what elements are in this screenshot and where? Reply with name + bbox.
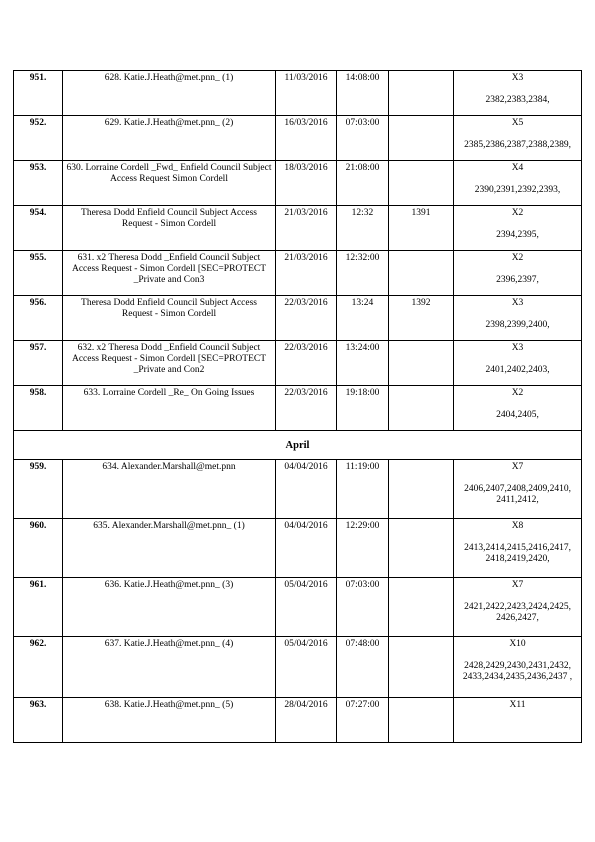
page-list: 2385,2386,2387,2388,2389, bbox=[464, 140, 571, 150]
table-row bbox=[14, 116, 582, 161]
row-date: 04/04/2016 bbox=[276, 519, 337, 578]
row-time: 07:48:00 bbox=[337, 637, 389, 698]
page-count: X7 bbox=[511, 462, 524, 472]
page-list: 2421,2422,2423,2424,2425, 2426,2427, bbox=[464, 602, 571, 623]
row-number: 953. bbox=[14, 161, 63, 206]
table-row bbox=[14, 71, 582, 116]
row-ref bbox=[389, 386, 454, 431]
page-count: X11 bbox=[509, 700, 526, 710]
page-count: X3 bbox=[511, 298, 524, 308]
table-row bbox=[14, 296, 582, 341]
page-list: 2396,2397, bbox=[496, 275, 539, 285]
row-subject: 632. x2 Theresa Dodd _Enfield Council Subject Access Request - Simon Cordell [SEC=PROTECT _Private and Con2 bbox=[63, 341, 276, 386]
row-time: 13:24 bbox=[337, 296, 389, 341]
row-number: 956. bbox=[14, 296, 63, 341]
row-subject: 628. Katie.J.Heath@met.pnn_ (1) bbox=[63, 71, 276, 116]
row-ref bbox=[389, 460, 454, 519]
row-pages-cell bbox=[454, 71, 582, 116]
row-pages-cell bbox=[454, 341, 582, 386]
row-date: 18/03/2016 bbox=[276, 161, 337, 206]
row-date: 05/04/2016 bbox=[276, 637, 337, 698]
row-pages-cell bbox=[454, 698, 582, 743]
row-ref bbox=[389, 71, 454, 116]
row-time: 14:08:00 bbox=[337, 71, 389, 116]
row-pages-cell bbox=[454, 386, 582, 431]
page-list: 2382,2383,2384, bbox=[485, 95, 550, 105]
page-count: X2 bbox=[511, 253, 524, 263]
page-list: 2394,2395, bbox=[496, 230, 539, 240]
row-time: 07:03:00 bbox=[337, 116, 389, 161]
table-row bbox=[14, 578, 582, 637]
page-count: X8 bbox=[511, 521, 524, 531]
row-subject: 630. Lorraine Cordell _Fwd_ Enfield Council Subject Access Request Simon Cordell bbox=[63, 161, 276, 206]
row-subject: 634. Alexander.Marshall@met.pnn bbox=[63, 460, 276, 519]
row-pages-cell bbox=[454, 251, 582, 296]
row-subject: Theresa Dodd Enfield Council Subject Access Request - Simon Cordell bbox=[63, 206, 276, 251]
row-number: 955. bbox=[14, 251, 63, 296]
row-ref bbox=[389, 637, 454, 698]
row-subject: 638. Katie.J.Heath@met.pnn_ (5) bbox=[63, 698, 276, 743]
page-count: X5 bbox=[511, 118, 524, 128]
row-number: 963. bbox=[14, 698, 63, 743]
row-pages-cell bbox=[454, 637, 582, 698]
table-row bbox=[14, 161, 582, 206]
row-date: 21/03/2016 bbox=[276, 251, 337, 296]
month-heading: April bbox=[14, 431, 582, 460]
row-ref bbox=[389, 341, 454, 386]
month-heading-row bbox=[14, 431, 582, 460]
row-number: 962. bbox=[14, 637, 63, 698]
table-row bbox=[14, 460, 582, 519]
row-pages-cell bbox=[454, 578, 582, 637]
row-subject: 635. Alexander.Marshall@met.pnn_ (1) bbox=[63, 519, 276, 578]
row-pages-cell bbox=[454, 161, 582, 206]
table-row bbox=[14, 386, 582, 431]
row-time: 07:03:00 bbox=[337, 578, 389, 637]
page-list: 2406,2407,2408,2409,2410, 2411,2412, bbox=[464, 484, 571, 505]
document-index-table bbox=[13, 70, 582, 743]
row-time: 13:24:00 bbox=[337, 341, 389, 386]
row-ref bbox=[389, 116, 454, 161]
row-date: 28/04/2016 bbox=[276, 698, 337, 743]
row-pages-cell bbox=[454, 519, 582, 578]
row-ref bbox=[389, 161, 454, 206]
page-list: 2413,2414,2415,2416,2417, 2418,2419,2420, bbox=[464, 543, 571, 564]
row-time: 19:18:00 bbox=[337, 386, 389, 431]
row-date: 04/04/2016 bbox=[276, 460, 337, 519]
row-time: 21:08:00 bbox=[337, 161, 389, 206]
row-subject: 637. Katie.J.Heath@met.pnn_ (4) bbox=[63, 637, 276, 698]
page-count: X2 bbox=[511, 208, 524, 218]
row-subject: 633. Lorraine Cordell _Re_ On Going Issues bbox=[63, 386, 276, 431]
row-date: 16/03/2016 bbox=[276, 116, 337, 161]
row-time: 12:32 bbox=[337, 206, 389, 251]
page-list: 2404,2405, bbox=[496, 410, 539, 420]
row-ref bbox=[389, 251, 454, 296]
row-date: 21/03/2016 bbox=[276, 206, 337, 251]
row-pages-cell bbox=[454, 296, 582, 341]
table-row bbox=[14, 341, 582, 386]
row-number: 957. bbox=[14, 341, 63, 386]
row-number: 960. bbox=[14, 519, 63, 578]
page-count: X7 bbox=[511, 580, 524, 590]
row-time: 11:19:00 bbox=[337, 460, 389, 519]
page-list: 2398,2399,2400, bbox=[485, 320, 550, 330]
page-list: 2428,2429,2430,2431,2432, 2433,2434,2435,2436,2437 , bbox=[462, 661, 573, 682]
row-time: 12:32:00 bbox=[337, 251, 389, 296]
row-pages-cell bbox=[454, 206, 582, 251]
row-date: 22/03/2016 bbox=[276, 296, 337, 341]
row-number: 952. bbox=[14, 116, 63, 161]
table-row bbox=[14, 519, 582, 578]
page-list: 2390,2391,2392,2393, bbox=[474, 185, 561, 195]
row-date: 22/03/2016 bbox=[276, 341, 337, 386]
table-row bbox=[14, 206, 582, 251]
row-pages-cell bbox=[454, 116, 582, 161]
row-subject: Theresa Dodd Enfield Council Subject Access Request - Simon Cordell bbox=[63, 296, 276, 341]
row-ref bbox=[389, 698, 454, 743]
row-number: 961. bbox=[14, 578, 63, 637]
row-subject: 631. x2 Theresa Dodd _Enfield Council Subject Access Request - Simon Cordell [SEC=PROTECT _Private and Con3 bbox=[63, 251, 276, 296]
row-ref: 1392 bbox=[389, 296, 454, 341]
row-number: 954. bbox=[14, 206, 63, 251]
row-ref bbox=[389, 519, 454, 578]
page-list: 2401,2402,2403, bbox=[485, 365, 550, 375]
page-count: X3 bbox=[511, 343, 524, 353]
table-row bbox=[14, 637, 582, 698]
row-date: 22/03/2016 bbox=[276, 386, 337, 431]
row-ref: 1391 bbox=[389, 206, 454, 251]
table-row bbox=[14, 251, 582, 296]
row-subject: 636. Katie.J.Heath@met.pnn_ (3) bbox=[63, 578, 276, 637]
page-count: X3 bbox=[511, 73, 524, 83]
row-time: 07:27:00 bbox=[337, 698, 389, 743]
page-count: X4 bbox=[511, 163, 524, 173]
row-date: 11/03/2016 bbox=[276, 71, 337, 116]
row-number: 959. bbox=[14, 460, 63, 519]
row-time: 12:29:00 bbox=[337, 519, 389, 578]
page-count: X2 bbox=[511, 388, 524, 398]
row-date: 05/04/2016 bbox=[276, 578, 337, 637]
row-pages-cell bbox=[454, 460, 582, 519]
page-count: X10 bbox=[509, 639, 526, 649]
row-number: 958. bbox=[14, 386, 63, 431]
row-number: 951. bbox=[14, 71, 63, 116]
row-ref bbox=[389, 578, 454, 637]
row-subject: 629. Katie.J.Heath@met.pnn_ (2) bbox=[63, 116, 276, 161]
table-row bbox=[14, 698, 582, 743]
